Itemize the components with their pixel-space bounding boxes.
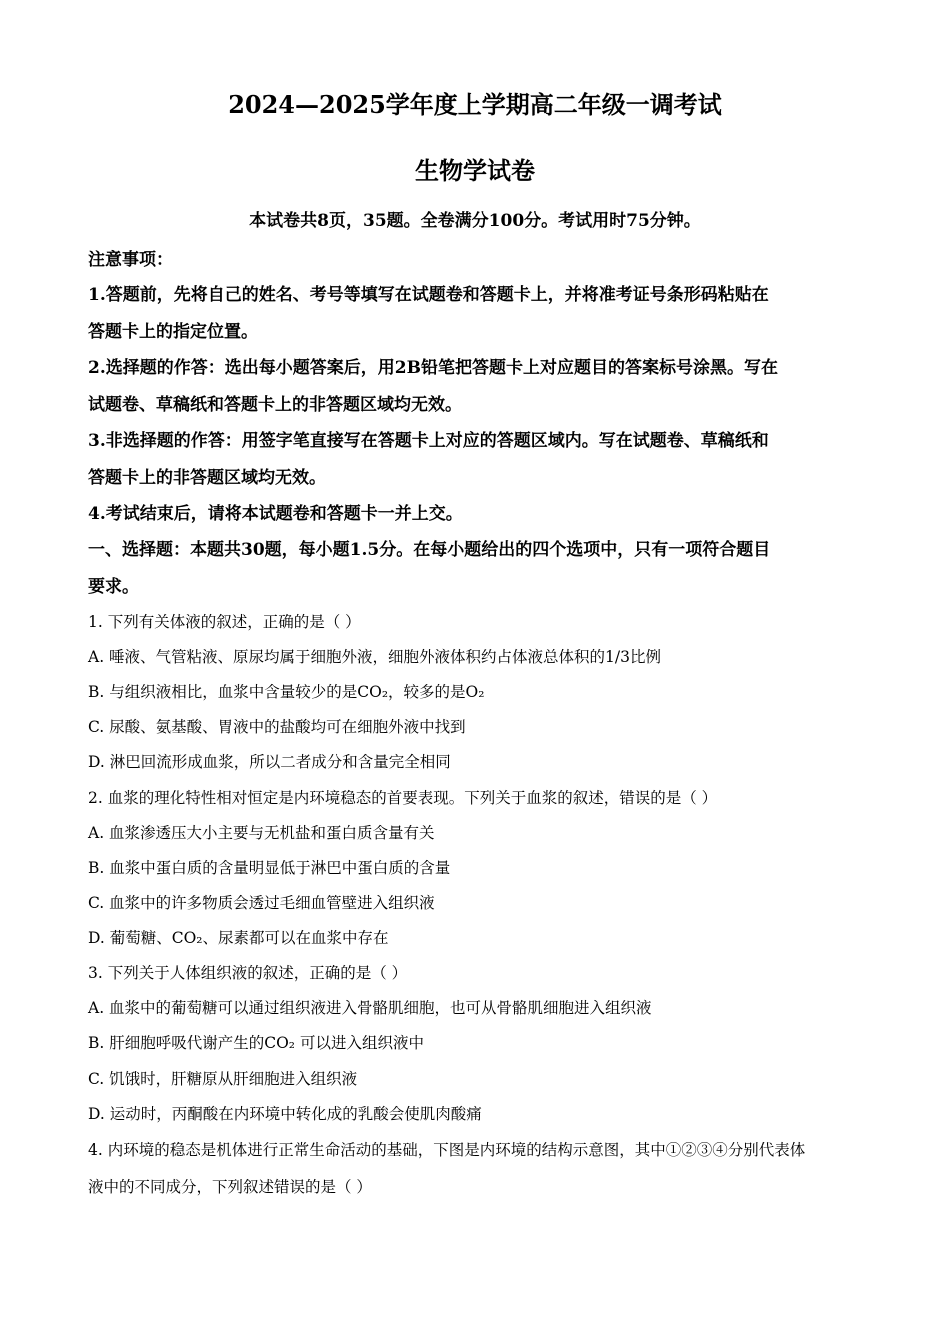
notice-item: 2.选择题的作答：选出每小题答案后，用2B铅笔把答题卡上对应题目的答案标号涂黑。写在 [88, 358, 778, 378]
question-4-stem: 4. 内环境的稳态是机体进行正常生命活动的基础，下图是内环境的结构示意图，其中①②③④分别代表体 [88, 1141, 806, 1159]
exam-summary: 本试卷共8页，35题。全卷满分100分。考试用时75分钟。 [249, 211, 701, 231]
question-1-option-b: B. 与组织液相比，血浆中含量较少的是CO₂，较多的是O₂ [88, 683, 485, 701]
question-2-option-b: B. 血浆中蛋白质的含量明显低于淋巴中蛋白质的含量 [88, 859, 451, 877]
question-3-option-a: A. 血浆中的葡萄糖可以通过组织液进入骨骼肌细胞，也可从骨骼肌细胞进入组织液 [88, 999, 652, 1017]
notice-item: 4.考试结束后，请将本试题卷和答题卡一并上交。 [88, 504, 463, 524]
question-3-stem: 3. 下列关于人体组织液的叙述，正确的是（ ） [88, 964, 408, 982]
exam-title: 2024—2025学年度上学期高二年级一调考试 [228, 90, 722, 119]
question-1-option-a: A. 唾液、气管粘液、原尿均属于细胞外液，细胞外液体积约占体液总体积的1/3比例 [88, 648, 661, 666]
question-2-option-d: D. 葡萄糖、CO₂、尿素都可以在血浆中存在 [88, 929, 389, 947]
section-heading-continued: 要求。 [88, 577, 139, 597]
notice-item: 答题卡上的非答题区域均无效。 [88, 468, 326, 488]
question-3-option-d: D. 运动时，丙酮酸在内环境中转化成的乳酸会使肌肉酸痛 [88, 1105, 482, 1123]
notice-item: 1.答题前，先将自己的姓名、考号等填写在试题卷和答题卡上，并将准考证号条形码粘贴在 [88, 285, 769, 305]
notice-item: 答题卡上的指定位置。 [88, 322, 258, 342]
question-3-option-c: C. 饥饿时，肝糖原从肝细胞进入组织液 [88, 1070, 358, 1088]
question-2-option-c: C. 血浆中的许多物质会透过毛细血管壁进入组织液 [88, 894, 435, 912]
question-1-option-d: D. 淋巴回流形成血浆，所以二者成分和含量完全相同 [88, 753, 451, 771]
question-2-option-a: A. 血浆渗透压大小主要与无机盐和蛋白质含量有关 [88, 824, 435, 842]
subject-title: 生物学试卷 [415, 156, 535, 185]
section-heading: 一、选择题：本题共30题，每小题1.5分。在每小题给出的四个选项中，只有一项符合题目 [88, 540, 771, 560]
question-4-stem-continued: 液中的不同成分，下列叙述错误的是（ ） [88, 1178, 372, 1196]
question-2-stem: 2. 血浆的理化特性相对恒定是内环境稳态的首要表现。下列关于血浆的叙述，错误的是（ ） [88, 789, 718, 807]
notice-item: 3.非选择题的作答：用签字笔直接写在答题卡上对应的答题区域内。写在试题卷、草稿纸和 [88, 431, 769, 451]
notice-heading: 注意事项： [88, 250, 173, 270]
notice-item: 试题卷、草稿纸和答题卡上的非答题区域均无效。 [88, 395, 462, 415]
question-3-option-b: B. 肝细胞呼吸代谢产生的CO₂ 可以进入组织液中 [88, 1034, 424, 1052]
question-1-stem: 1. 下列有关体液的叙述，正确的是（ ） [88, 613, 361, 631]
question-1-option-c: C. 尿酸、氨基酸、胃液中的盐酸均可在细胞外液中找到 [88, 718, 466, 736]
